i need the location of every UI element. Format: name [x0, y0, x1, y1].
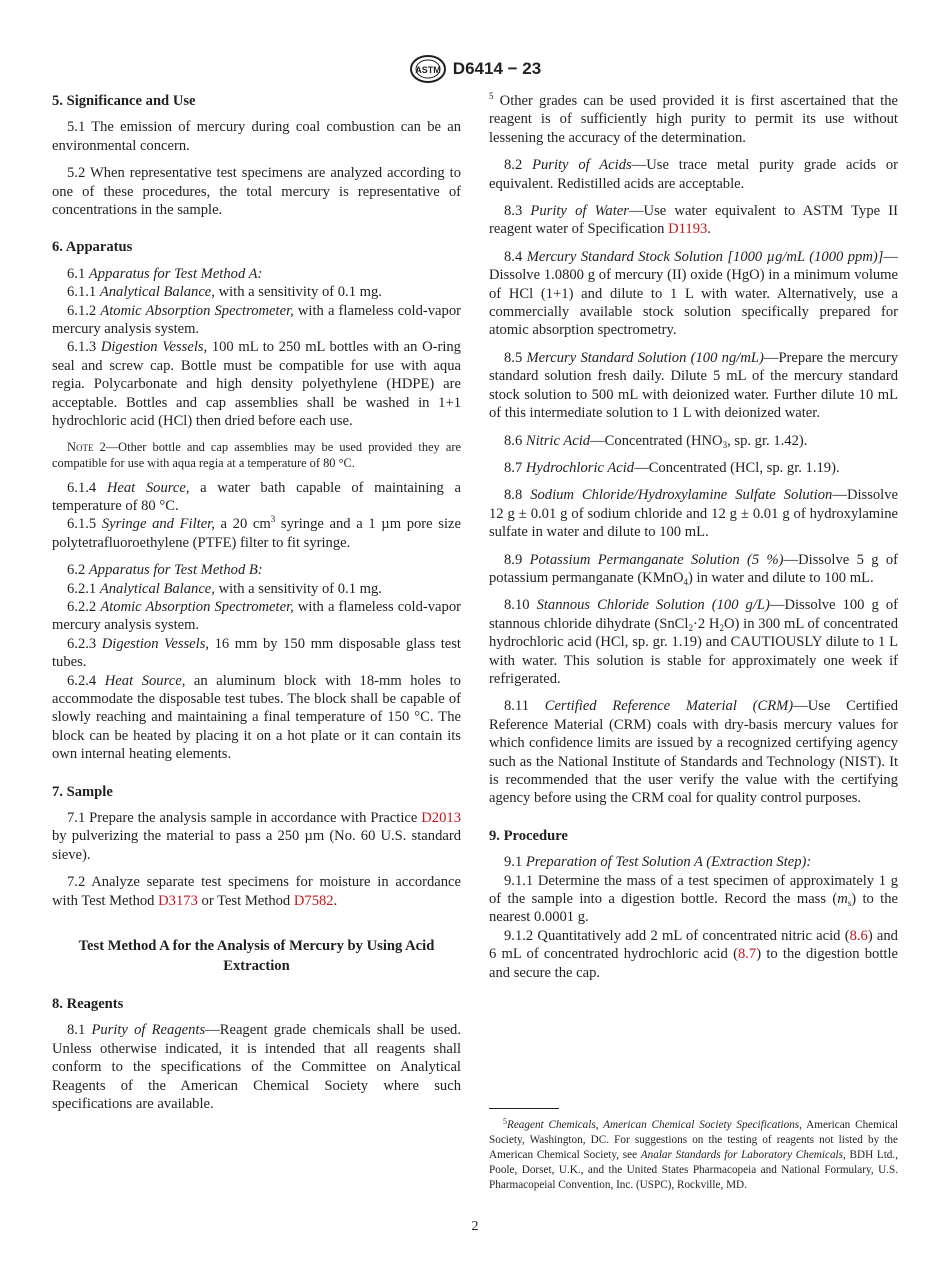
section-5-heading: 5. Significance and Use	[52, 93, 196, 109]
page-header	[0, 52, 950, 86]
astm-logo-text: ASTM	[415, 65, 441, 75]
para-6-1-5: 6.1.5 Syringe and Filter, a 20 $cm^3$ syringe and a 1 µm pore size polytetrafluoroethylene (PTFE) filter to fit syringe.	[52, 514, 461, 551]
para-8-11: 8.11 Certified Reference Material (CRM)—Use Certified Reference Material (CRM) coals with dry-basis mercury values for which confidence limits are issued by a recognized certifying agency such as the National Institute of Standards and Technology (NIST). It is recommended that the user verify the value with the certifying agency before using the CRM coal for quality control purposes.	[489, 698, 898, 807]
para-8-1-start: 8.1 Purity of Reagents—Reagent grade chemicals shall be used. Unless otherwise indicated, it is intended that all reagents shall conform to the specifications of the Committee on Analytical Reagents of the American Chemical Society where such specifications are available.	[52, 1022, 461, 1113]
para-6-1-4: 6.1.4 Heat Source, a water bath capable of maintaining a temperature of 80 °C.	[52, 479, 461, 514]
para-8-1-continued: $^5$ Other grades can be used provided it is first ascertained that the reagent is of sufficiently high purity to permit its use without lessening the accuracy of the determination.	[489, 91, 898, 146]
para-6-2: 6.2 Apparatus for Test Method B:	[67, 562, 263, 579]
ref-d1193-link[interactable]: D1193	[668, 221, 708, 238]
para-9-1-1: 9.1.1 Determine the mass of a test specimen of approximately 1 g of the sample into a digestion bottle. Record the mass $(m_s)$ to the nearest 0.0001 g.	[489, 872, 898, 926]
para-8-5: 8.5 Mercury Standard Solution (100 ng/mL)—Prepare the mercury standard solution fresh daily. Dilute 5 mL of the mercury standard stock solution to 500 mL with deionized water. Further dilute 10 mL of this intermediate solution to 1 L with deionized water.	[489, 349, 898, 422]
para-7-1: 7.1 Prepare the analysis sample in accordance with Practice D2013 by pulverizing the material to pass a 250 µm (No. 60 U.S. standard sieve).	[52, 810, 461, 863]
para-6-1-2: 6.1.2 Atomic Absorption Spectrometer, with a flameless cold-vapor mercury analysis system.	[52, 302, 461, 338]
para-7-2: 7.2 Analyze separate test specimens for moisture in accordance with Test Method D3173 or Test Method D7582.	[52, 874, 461, 909]
ref-d7582-link[interactable]: D7582	[293, 892, 334, 909]
para-8-4: 8.4 Mercury Standard Stock Solution [1000 µg/mL (1000 ppm)]—Dissolve 1.0800 g of mercury (II) oxide (HgO) in a minimum volume of HCl (1+1) and dilute to 1 L with water. Alternatively, use a commercially available stock solution specifically prepared for atomic absorption spectrometry.	[489, 248, 898, 339]
para-6-2-3: 6.2.3 Digestion Vessels, 16 mm by 150 mm disposable glass test tubes.	[52, 635, 461, 671]
para-8-10: 8.10 Stannous Chloride Solution (100 g/L)—Dissolve 100 g of stannous chloride dihydrate (SnCl$_2$·2 $H_2O$) in 300 mL of concentrated hydrochloric acid (HCl, sp. gr. 1.19) and CAUTIOUSLY dilute to 1 L with water. This solution is stable for approximately one week if refrigerated.	[489, 597, 898, 687]
para-9-1: 9.1 Preparation of Test Solution A (Extraction Step):	[504, 854, 812, 871]
standard-designation: D6414 − 23	[452, 59, 542, 78]
left-column	[52, 92, 461, 1113]
section-8-heading: 8. Reagents	[52, 996, 124, 1013]
para-8-3: 8.3 Purity of Water—Use water equivalent to ASTM Type II reagent water of Specification D1193.	[489, 203, 899, 238]
note-2: Note 2—Other bottle and cap assemblies may be used provided they are compatible for use with aqua regia at a temperature of 80 °C.	[52, 439, 461, 470]
para-6-1: 6.1 Apparatus for Test Method A:	[67, 265, 263, 282]
page-number: 2	[471, 1219, 479, 1234]
para-5-2: 5.2 When representative test specimens are analyzed according to one of these procedures, the total mercury is representative of concentrations in the sample.	[52, 165, 461, 219]
para-8-7: 8.7 Hydrochloric Acid—Concentrated (HCl, sp. gr. 1.19).	[504, 459, 840, 476]
section-9-heading: 9. Procedure	[489, 827, 568, 844]
footnote-divider	[489, 1108, 559, 1109]
section-7-heading: 7. Sample	[52, 783, 113, 800]
method-a-heading: Test Method A for the Analysis of Mercury by Using Acid Extraction	[78, 938, 435, 975]
para-6-2-1: 6.2.1 Analytical Balance, with a sensitivity of 0.1 mg.	[67, 580, 382, 597]
para-6-2-4: 6.2.4 Heat Source, an aluminum block with 18-mm holes to accommodate the disposable test tubes. The block shall be capable of slowly reaching and maintaining a final temperature of 150 °C. The block can be heated by placing it on a hot plate or it can contain its own internal heating elements.	[52, 672, 461, 763]
para-5-1: 5.1 The emission of mercury during coal combustion can be an environmental concern.	[52, 119, 461, 154]
para-8-9: 8.9 Potassium Permanganate Solution (5 %)—Dissolve 5 g of potassium permanganate (KMnO$_4$) in water and dilute to 100 mL.	[489, 551, 899, 587]
right-column	[489, 92, 898, 982]
para-6-1-1: 6.1.1 Analytical Balance, with a sensitivity of 0.1 mg.	[67, 284, 382, 301]
para-8-8: 8.8 Sodium Chloride/Hydroxylamine Sulfate Solution—Dissolve 12 g ± 0.01 g of sodium chloride and 12 g ± 0.01 g of hydroxylamine sulfate in water and dilute to 100 mL.	[489, 487, 899, 541]
para-8-2: 8.2 Purity of Acids—Use trace metal purity grade acids or equivalent. Redistilled acids are acceptable.	[489, 157, 898, 192]
ref-8-7-link[interactable]: 8.7	[737, 946, 757, 963]
para-9-1-2: 9.1.2 Quantitatively add 2 mL of concentrated nitric acid (8.6) and 6 mL of concentrated hydrochloric acid (8.7) to the digestion bottle and secure the cap.	[489, 927, 898, 981]
para-6-1-3: 6.1.3 Digestion Vessels, 100 mL to 250 mL bottles with an O-ring seal and screw cap. Bottle must be compatible for use with aqua regia. Polycarbonate and high density polyethylene (HDPE) are acceptable. Bottles and cap assemblies shall be washed in 1+1 hydrochloric acid (HCl) then dried before each use.	[52, 339, 461, 430]
para-6-2-2: 6.2.2 Atomic Absorption Spectrometer, with a flameless cold-vapor mercury analysis system.	[52, 598, 461, 634]
ref-d2013-link[interactable]: D2013	[421, 810, 461, 826]
footnote-5: $^5$Reagent Chemicals, American Chemical Society Specifications, American Chemical Society, Washington, DC. For suggestions on the testing of reagents not listed by the American Chemical Society, see Analar Standards for Laboratory Chemicals, BDH Ltd., Poole, Dorset, U.K., and the United States Pharmacopeia and National Formulary, U.S. Pharmacopeial Convention, Inc. (USPC), Rockville, MD.	[489, 1117, 898, 1191]
section-6-heading: 6. Apparatus	[52, 239, 133, 256]
ref-8-6-link[interactable]: 8.6	[849, 927, 868, 944]
astm-logo-icon	[409, 54, 447, 84]
para-8-6: 8.6 Nitric Acid—Concentrated ($HNO_3$, sp. gr. 1.42).	[504, 432, 808, 450]
ref-d3173-link[interactable]: D3173	[158, 892, 198, 909]
